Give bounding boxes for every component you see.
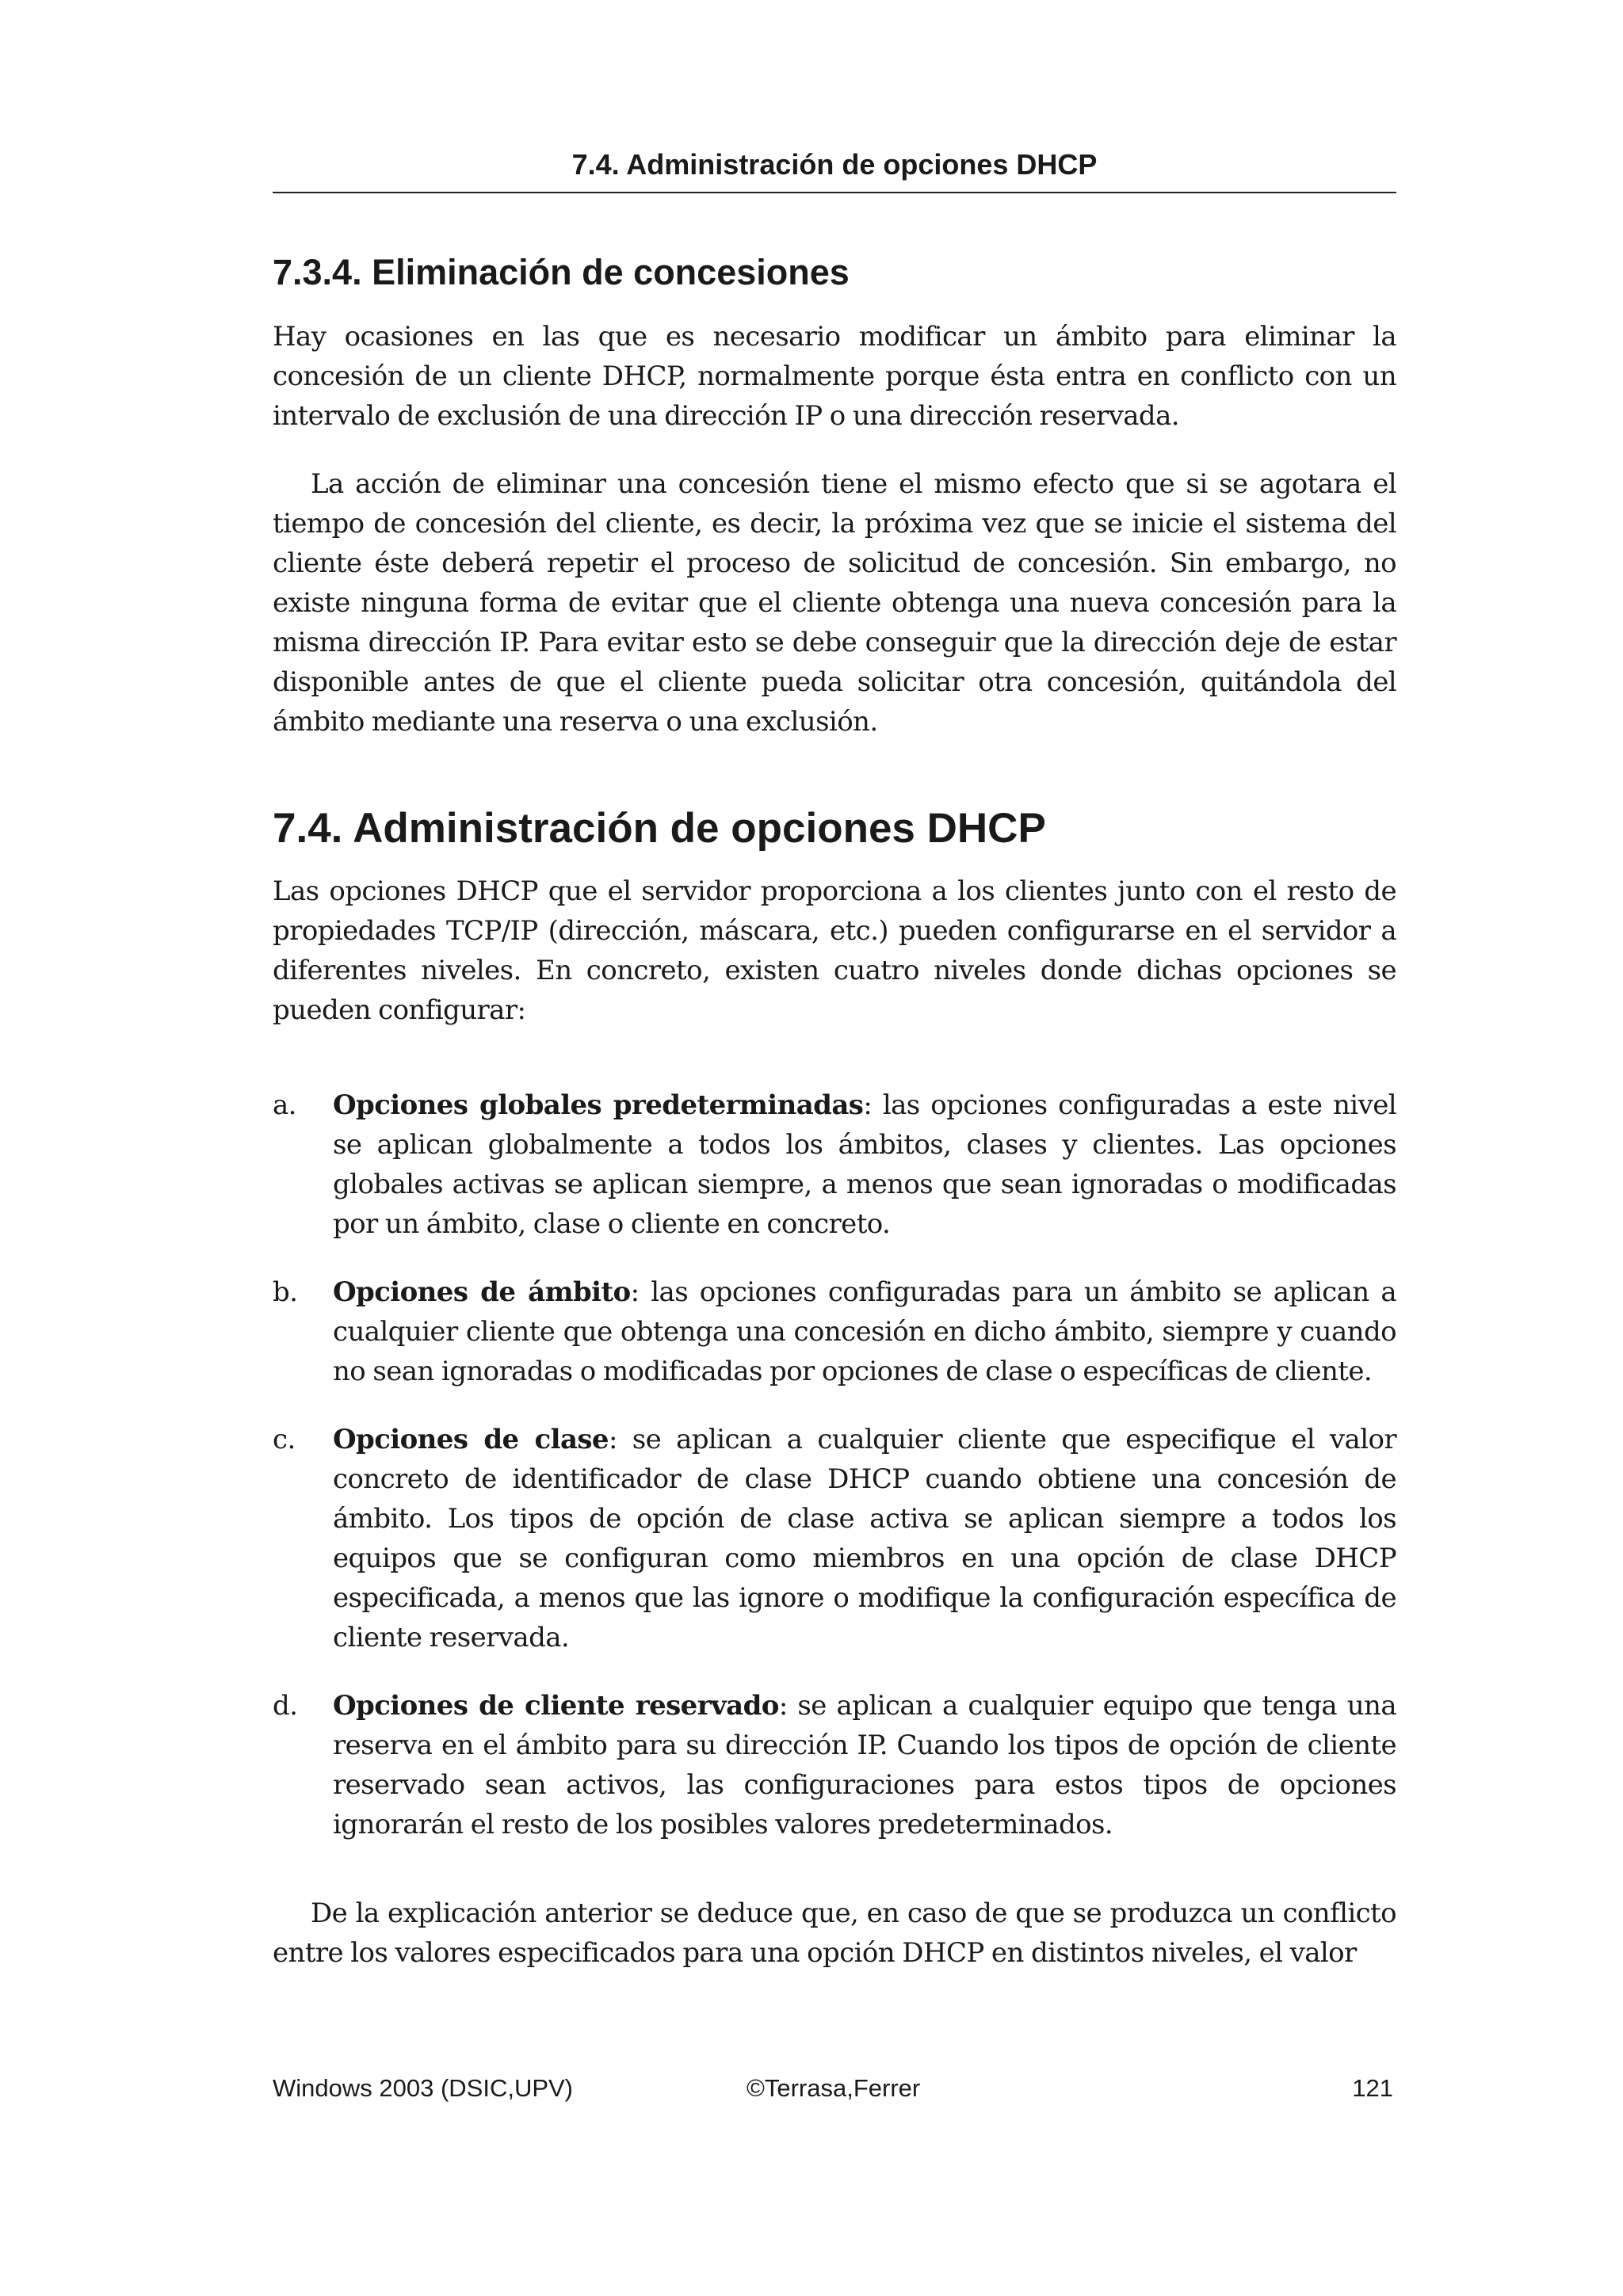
list-term: Opciones de ámbito [333,1276,631,1308]
list-marker: a. [273,1089,296,1121]
list-item [273,1420,1396,1657]
list-item [273,1085,1396,1244]
list-item [273,1686,1396,1844]
document-page [273,0,1396,2296]
paragraph: Hay ocasiones en las que es necesario modificar un ámbito para eliminar la concesión de un cliente DHCP, normalmente porque ésta entra en conflicto con un intervalo de exclusión de una dirección IP o una dirección reservada. [273,321,1396,432]
list-text: : las opciones configuradas a este nivel se aplican globalmente a todos los ámbitos, clases y clientes. Las opciones globales activas se aplican siempre, a menos que sean ignoradas o modificadas por un ámbito, clase o cliente en concreto. [333,1089,1396,1240]
section-heading-7-3-4: 7.3.4. Eliminación de concesiones [273,252,850,292]
page-number: 121 [1352,2074,1393,2102]
list-marker: d. [273,1690,298,1722]
paragraph: Las opciones DHCP que el servidor proporciona a los clientes junto con el resto de propiedades TCP/IP (dirección, máscara, etc.) pueden configurarse en el servidor a diferentes niveles. En concreto, existen cuatro niveles donde dichas opciones se pueden configurar: [273,875,1396,1026]
paragraph: De la explicación anterior se deduce que, en caso de que se produzca un conflicto entre los valores especificados para una opción DHCP en distintos niveles, el valor [273,1897,1396,1969]
list-term: Opciones de cliente reservado [333,1690,779,1722]
list-marker: b. [273,1276,298,1308]
footer-copyright: ©Terrasa,Ferrer [747,2074,921,2102]
footer-source: Windows 2003 (DSIC,UPV) [273,2074,574,2102]
list-term: Opciones globales predeterminadas [333,1089,864,1121]
list-text: : las opciones configuradas para un ámbito se aplican a cualquier cliente que obtenga una concesión en dicho ámbito, siempre y cuando no sean ignoradas o modificadas por opciones de clase o específicas de cliente. [333,1276,1396,1387]
header-rule [273,192,1396,193]
list-text: : se aplican a cualquier equipo que tenga una reserva en el ámbito para su dirección IP. Cuando los tipos de opción de cliente reservado sean activos, las configuraciones para estos tipos de opciones ignorarán el resto de los posibles valores predeterminados. [333,1690,1397,1840]
options-list [273,1085,1396,1844]
list-text: : se aplican a cualquier cliente que especifique el valor concreto de identificador de clase DHCP cuando obtiene una concesión de ámbito. Los tipos de opción de clase activa se aplican siempre a todos los equipos que se configuran como miembros en una opción de clase DHCP especificada, a menos que las ignore o modifique la configuración específica de cliente reservada. [333,1424,1396,1653]
section-heading-7-4: 7.4. Administración de opciones DHCP [273,805,1046,852]
page-footer [273,2071,1396,2106]
list-marker: c. [273,1424,296,1455]
paragraph: La acción de eliminar una concesión tiene el mismo efecto que si se agotara el tiempo de concesión del cliente, es decir, la próxima vez que se inicie el sistema del cliente éste deberá repetir el proceso de solicitud de concesión. Sin embargo, no existe ninguna forma de evitar que el cliente obtenga una nueva concesión para la misma dirección IP. Para evitar esto se debe conseguir que la dirección deje de estar disponible antes de que el cliente pueda solicitar otra concesión, quitándola del ámbito mediante una reserva o una exclusión. [273,468,1396,738]
running-header: 7.4. Administración de opciones DHCP [571,148,1098,181]
list-item [273,1272,1396,1391]
list-term: Opciones de clase [333,1424,609,1455]
page-content [273,250,1396,1973]
